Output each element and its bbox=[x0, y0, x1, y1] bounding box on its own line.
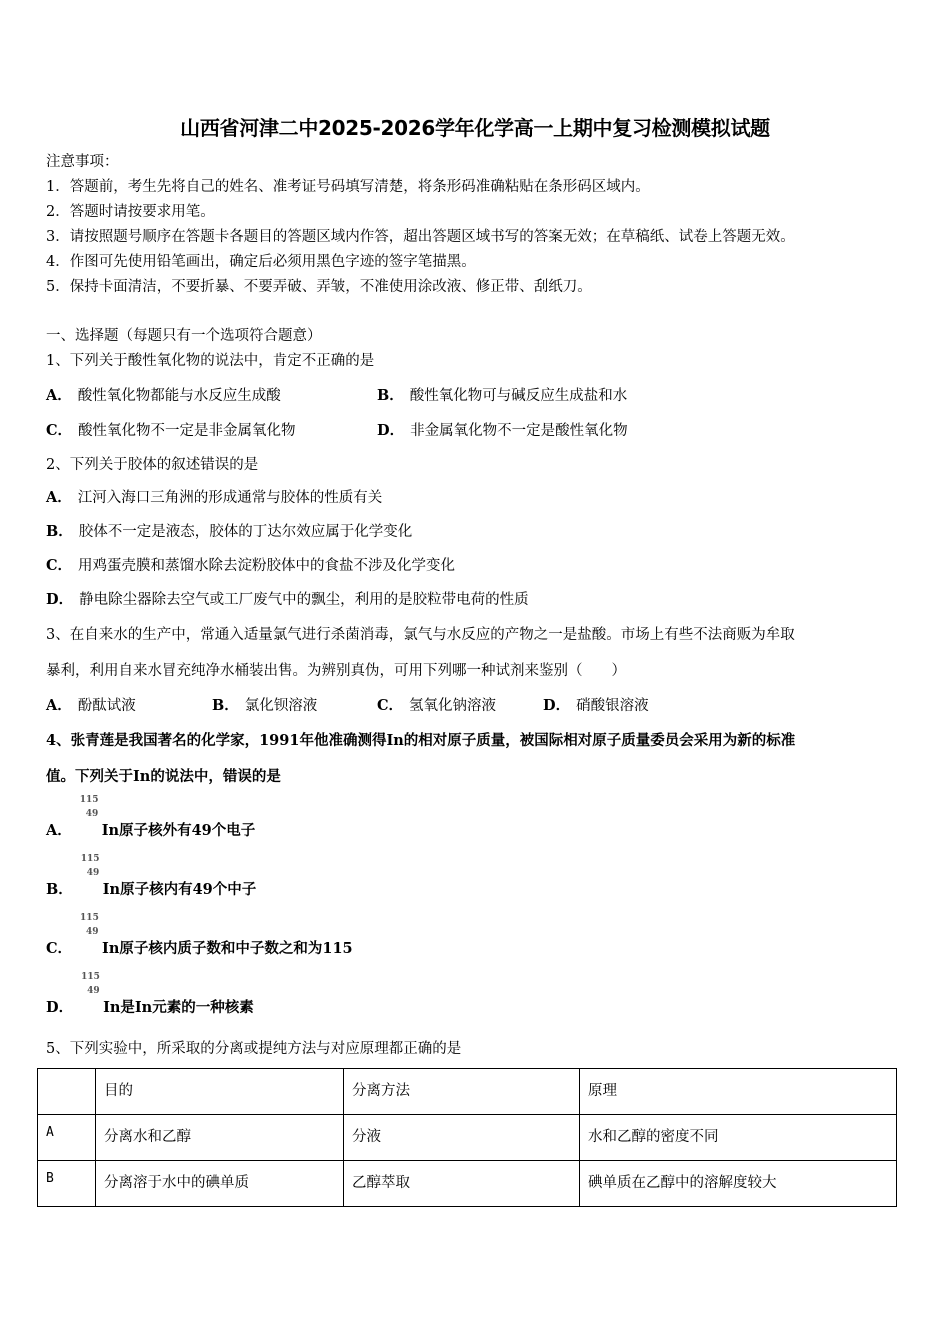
q1-d-letter: D． bbox=[377, 422, 405, 439]
table-cell: 分离溶于水中的碘单质 bbox=[96, 1161, 344, 1207]
isotope-notation bbox=[80, 913, 102, 953]
q1-stem: 1、下列关于酸性氧化物的说法中，肯定不正确的是 bbox=[46, 353, 375, 369]
q4-b-text: In原子核内有49个中子 bbox=[102, 881, 257, 898]
table-row bbox=[38, 1161, 897, 1207]
q2-b-text: 胶体不一定是液态，胶体的丁达尔效应属于化学变化 bbox=[78, 524, 413, 540]
q4-b-letter: B． bbox=[46, 881, 73, 898]
q3-a-text: 酚酞试液 bbox=[77, 698, 136, 714]
mass-number: 115 bbox=[80, 913, 99, 923]
q3-c-letter: C． bbox=[377, 697, 404, 714]
q4-option-b bbox=[46, 854, 257, 900]
isotope-notation bbox=[81, 972, 103, 1012]
mass-number: 115 bbox=[80, 854, 100, 864]
q3-a-letter: A． bbox=[46, 697, 72, 714]
q3-option-b bbox=[212, 696, 317, 716]
q3-stem-line-2: 暴利，利用自来水冒充纯净水桶装出售。为辨别真伪，可用下列哪一种试剂来鉴别（ ） bbox=[46, 663, 626, 679]
q3-b-text: 氯化钡溶液 bbox=[244, 698, 318, 714]
q2-c-text: 用鸡蛋壳膜和蒸馏水除去淀粉胶体中的食盐不涉及化学变化 bbox=[78, 558, 456, 574]
q4-option-d bbox=[46, 972, 254, 1018]
table-header-cell: 分离方法 bbox=[344, 1069, 580, 1115]
q1-c-text: 酸性氧化物不一定是非金属氧化物 bbox=[78, 423, 296, 439]
q4-option-a bbox=[46, 795, 256, 841]
q4-d-text: In是In元素的一种核素 bbox=[103, 999, 254, 1016]
q3-option-c bbox=[377, 696, 496, 716]
notice-item-1: 1．答题前，考生先将自己的姓名、准考证号码填写清楚，将条形码准确粘贴在条形码区域内。 bbox=[46, 179, 650, 195]
atomic-number: 49 bbox=[85, 809, 99, 819]
q5-stem: 5、下列实验中，所采取的分离或提纯方法与对应原理都正确的是 bbox=[46, 1041, 462, 1057]
mass-number: 115 bbox=[79, 795, 99, 805]
table-header-cell: 原理 bbox=[580, 1069, 897, 1115]
table-cell: 分离水和乙醇 bbox=[96, 1115, 344, 1161]
notice-heading: 注意事项： bbox=[46, 154, 119, 170]
q2-c-letter: C． bbox=[46, 557, 73, 574]
isotope-notation bbox=[80, 854, 103, 894]
table-header-cell: 目的 bbox=[96, 1069, 344, 1115]
q1-d-text: 非金属氧化物不一定是酸性氧化物 bbox=[410, 423, 628, 439]
q1-b-letter: B． bbox=[377, 387, 404, 404]
q2-stem: 2、下列关于胶体的叙述错误的是 bbox=[46, 457, 259, 473]
q4-c-text: In原子核内质子数和中子数之和为115 bbox=[102, 940, 353, 957]
notice-item-5: 5．保持卡面清洁，不要折暴、不要弄破、弄皱，不准使用涂改液、修正带、刮纸刀。 bbox=[46, 279, 592, 295]
q3-d-text: 硝酸银溶液 bbox=[576, 698, 649, 714]
q2-d-text: 静电除尘器除去空气或工厂废气中的飘尘，利用的是胶粒带电荷的性质 bbox=[79, 592, 529, 608]
q2-option-a bbox=[46, 488, 382, 508]
q1-option-a bbox=[46, 386, 281, 406]
table-cell: 碘单质在乙醇中的溶解度较大 bbox=[580, 1161, 897, 1207]
q1-a-letter: A． bbox=[46, 387, 72, 404]
q2-option-b bbox=[46, 522, 412, 542]
table-cell: A bbox=[38, 1115, 96, 1161]
q1-c-letter: C． bbox=[46, 422, 73, 439]
q4-stem-line-2: 值。下列关于In的说法中，错误的是 bbox=[46, 768, 281, 785]
isotope-notation bbox=[79, 795, 102, 835]
q1-option-d bbox=[377, 421, 628, 441]
q1-option-b bbox=[377, 386, 627, 406]
q4-a-text: In原子核外有49个电子 bbox=[101, 822, 256, 839]
q3-option-d bbox=[543, 696, 649, 716]
section-heading: 一、选择题（每题只有一个选项符合题意） bbox=[46, 328, 322, 344]
q4-stem-line-1: 4、张青莲是我国著名的化学家，1991年他准确测得In的相对原子质量，被国际相对原子质量委员会采用为新的标准 bbox=[46, 732, 796, 749]
page-title: 山西省河津二中2025-2026学年化学高一上期中复习检测模拟试题 bbox=[180, 116, 770, 140]
table-header-cell bbox=[38, 1069, 96, 1115]
table-header-row bbox=[38, 1069, 897, 1115]
q3-c-text: 氢氧化钠溶液 bbox=[409, 698, 497, 714]
q4-option-c bbox=[46, 913, 353, 959]
q2-d-letter: D． bbox=[46, 591, 74, 608]
q5-table bbox=[37, 1068, 897, 1207]
table-cell: 水和乙醇的密度不同 bbox=[580, 1115, 897, 1161]
q1-option-c bbox=[46, 421, 296, 441]
atomic-number: 49 bbox=[86, 868, 100, 878]
q2-a-text: 江河入海口三角洲的形成通常与胶体的性质有关 bbox=[77, 490, 383, 506]
q2-b-letter: B． bbox=[46, 523, 73, 540]
q3-stem-line-1: 3、在自来水的生产中，常通入适量氯气进行杀菌消毒，氯气与水反应的产物之一是盐酸。市场上有些不法商贩为牟取 bbox=[46, 627, 795, 643]
q1-a-text: 酸性氧化物都能与水反应生成酸 bbox=[77, 388, 281, 404]
table-row bbox=[38, 1115, 897, 1161]
atomic-number: 49 bbox=[86, 927, 99, 937]
atomic-number: 49 bbox=[87, 986, 100, 996]
q2-a-letter: A． bbox=[46, 489, 72, 506]
q2-option-d bbox=[46, 590, 529, 610]
q4-d-letter: D． bbox=[46, 999, 74, 1016]
notice-item-3: 3．请按照题号顺序在答题卡各题目的答题区域内作答，超出答题区域书写的答案无效；在草稿纸、试卷上答题无效。 bbox=[46, 229, 795, 245]
notice-item-4: 4．作图可先使用铅笔画出，确定后必须用黑色字迹的签字笔描黑。 bbox=[46, 254, 476, 270]
q3-b-letter: B． bbox=[212, 697, 239, 714]
notice-item-2: 2．答题时请按要求用笔。 bbox=[46, 204, 215, 220]
q4-a-letter: A． bbox=[46, 822, 72, 839]
q3-d-letter: D． bbox=[543, 697, 571, 714]
table-cell: 乙醇萃取 bbox=[344, 1161, 580, 1207]
q1-b-text: 酸性氧化物可与碱反应生成盐和水 bbox=[409, 388, 628, 404]
table-cell: B bbox=[38, 1161, 96, 1207]
q2-option-c bbox=[46, 556, 455, 576]
q3-option-a bbox=[46, 696, 136, 716]
mass-number: 115 bbox=[81, 972, 100, 982]
q4-c-letter: C． bbox=[46, 940, 73, 957]
table-cell: 分液 bbox=[344, 1115, 580, 1161]
